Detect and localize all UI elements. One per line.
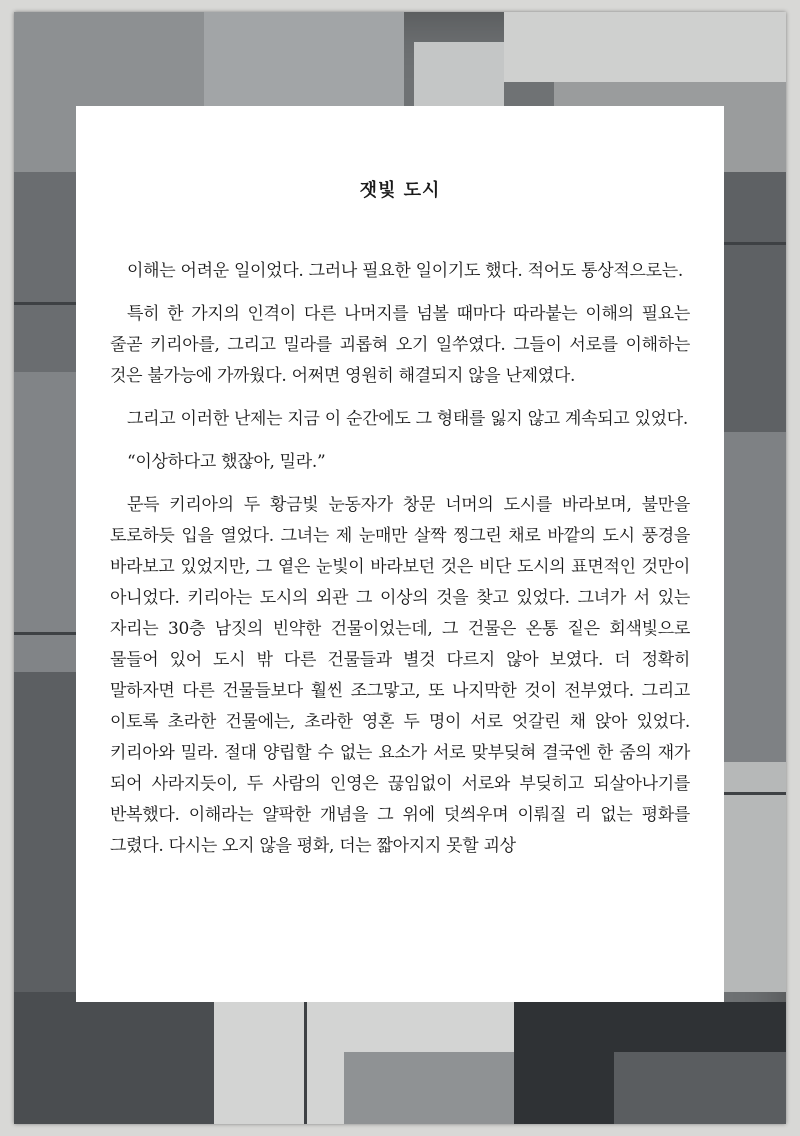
painting-line <box>714 792 786 795</box>
paragraph: 특히 한 가지의 인격이 다른 나머지를 넘볼 때마다 따라붙는 이해의 필요는 줄곧 키리아를, 그리고 밀라를 괴롭혀 오기 일쑤였다. 그들이 서로를 이해하는 것은 불가능에 가까웠다. 어쩌면 영원히 해결되지 않을 난제였다. <box>110 304 690 386</box>
paragraph: 이해는 어려운 일이었다. 그러나 필요한 일이기도 했다. 적어도 통상적으로는. <box>127 261 683 281</box>
painting-block <box>14 992 214 1124</box>
dialogue-paragraph: “이상하다고 했잖아, 밀라.” <box>127 452 326 472</box>
painting-block <box>204 12 404 107</box>
painting-line <box>304 1002 307 1124</box>
painting-block <box>614 1052 786 1124</box>
document-body <box>110 256 690 862</box>
paragraph: 그리고 이러한 난제는 지금 이 순간에도 그 형태를 잃지 않고 계속되고 있었다. <box>127 409 689 429</box>
painting-block <box>504 12 786 82</box>
painting-block <box>344 1052 514 1124</box>
painting-block <box>714 762 786 992</box>
painting-block <box>714 172 786 432</box>
document-title: 잿빛 도시 <box>359 180 441 201</box>
painting-block <box>714 432 786 762</box>
painting-line <box>714 242 786 245</box>
paragraph: 문득 키리아의 두 황금빛 눈동자가 창문 너머의 도시를 바라보며, 불만을 토로하듯 입을 열었다. 그녀는 제 눈매만 살짝 찡그린 채로 바깥의 도시 풍경을 바라보고 있었지만, 그 옅은 눈빛이 바라보던 것은 비단 도시의 표면적인 것만이 아니었다. 키리아는 도시의 외관 그 이상의 것을 찾고 있었다. 그녀가 서 있는 자리는 30층 남짓의 빈약한 건물이었는데, 그 건물은 온통 짙은 회색빛으로 물들어 있어 도시 밖 다른 건물들과 별것 다르지 않아 보였다. 더 정확히 말하자면 다른 건물들보다 훨씬 조그맣고, 또 나지막한 것이 전부였다. 그리고 이토록 초라한 건물에는, 초라한 영혼 두 명이 서로 엇갈린 채 앉아 있었다. 키리아와 밀라. 절대 양립할 수 없는 요소가 서로 맞부딪혀 결국엔 한 줌의 재가 되어 사라지듯이, 두 사람의 인영은 끊임없이 서로와 부딪히고 되살아나기를 반복했다. 이해라는 얄팍한 개념을 그 위에 덧씌우며 이뤄질 리 없는 평화를 그렸다. 다시는 오지 않을 평화, 더는 짧아지지 못할 괴상 <box>110 495 690 856</box>
document-page <box>76 106 724 1002</box>
